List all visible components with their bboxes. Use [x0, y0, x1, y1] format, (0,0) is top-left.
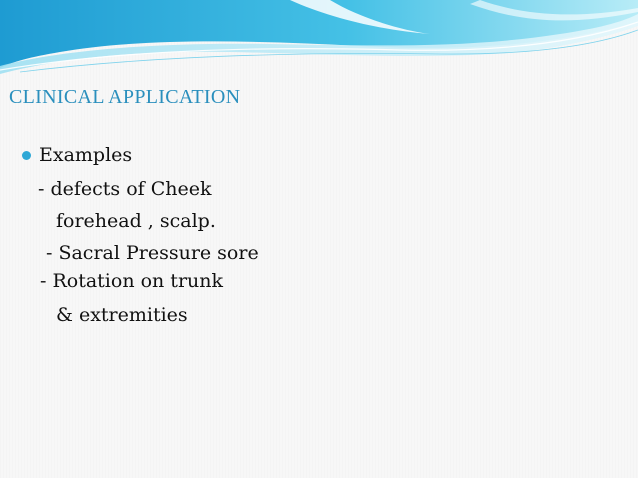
sub-line-2: forehead , scalp.	[56, 210, 216, 232]
sub-line-4: - Rotation on trunk	[40, 270, 224, 292]
decorative-wave-banner	[0, 0, 638, 80]
bullet-text: Examples	[39, 144, 133, 166]
bullet-item-examples	[22, 144, 132, 166]
bullet-dot-icon	[22, 151, 31, 160]
sub-line-3: - Sacral Pressure sore	[46, 242, 259, 264]
slide-title: CLINICAL APPLICATION	[9, 86, 241, 108]
sub-line-5: & extremities	[56, 304, 188, 326]
sub-line-1: - defects of Cheek	[38, 178, 212, 200]
